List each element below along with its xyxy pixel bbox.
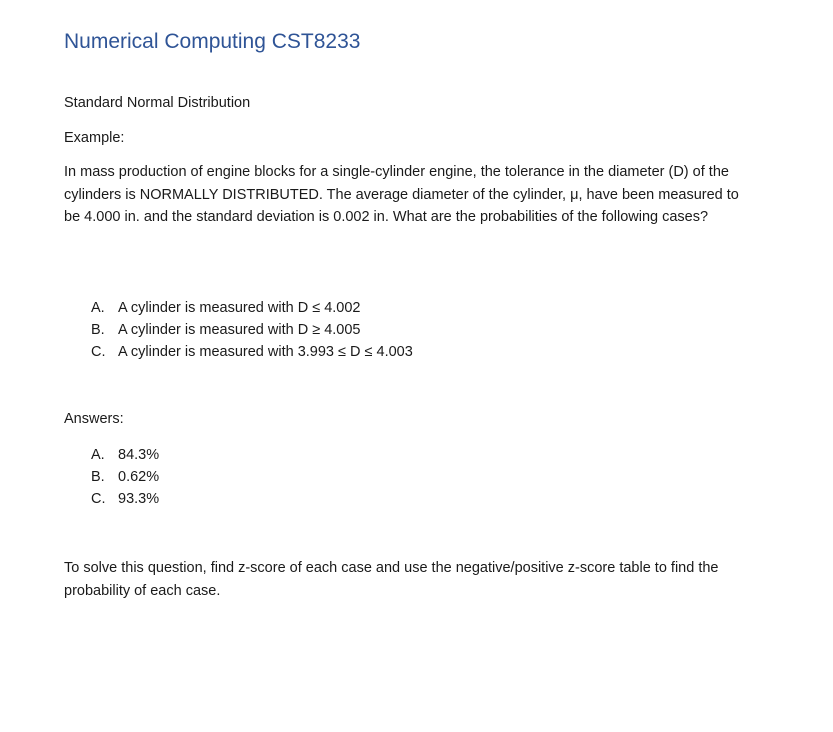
list-marker: A. [91,447,105,463]
section-heading: Standard Normal Distribution [64,95,251,111]
list-item [91,466,159,488]
problem-statement: In mass production of engine blocks for a single-cylinder engine, the tolerance in the diameter (D) of the cylinders is NORMALLY DISTRIBUTED. The average diameter of the cylinder, μ, have been measured to be 4.000 in. and the standard deviation is 0.002 in. What are the probabilities of the following cases? [64,164,739,226]
list-item [91,319,413,341]
document-title: Numerical Computing CST8233 [64,30,361,53]
list-marker: B. [91,322,105,338]
list-item [91,341,413,363]
list-item-text: A cylinder is measured with D ≥ 4.005 [118,322,361,338]
list-item [91,297,413,319]
list-item-text: A cylinder is measured with D ≤ 4.002 [118,300,361,316]
example-label: Example: [64,130,125,146]
list-marker: A. [91,300,105,316]
list-marker: B. [91,469,105,485]
answers-label: Answers: [64,411,124,427]
list-marker: C. [91,344,106,360]
list-marker: C. [91,491,106,507]
list-item-text: 0.62% [118,469,160,485]
list-item [91,488,159,510]
solution-instruction: To solve this question, find z-score of each case and use the negative/positive z-score table to find the probability of each case. [64,560,719,599]
list-item-text: 93.3% [118,491,160,507]
question-list [91,297,413,363]
list-item-text: 84.3% [118,447,160,463]
list-item [91,444,159,466]
list-item-text: A cylinder is measured with 3.993 ≤ D ≤ 4.003 [118,344,413,360]
answer-list [91,444,159,510]
